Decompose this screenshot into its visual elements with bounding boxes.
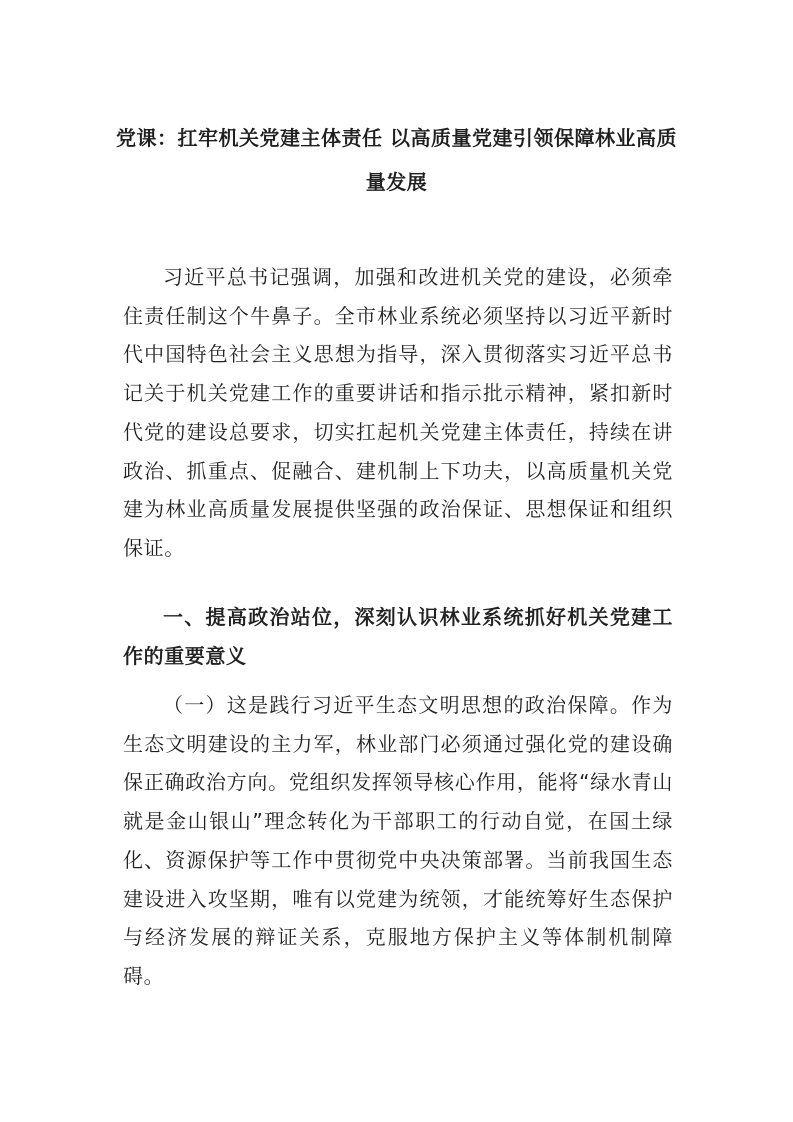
intro-paragraph: 习近平总书记强调，加强和改进机关党的建设，必须牵住责任制这个牛鼻子。全市林业系统必须坚持以习近平新时代中国特色社会主义思想为指导，深入贯彻落实习近平总书记关于机关党建工作的重要讲话和指示批示精神，紧扣新时代党的建设总要求，切实扛起机关党建主体责任，持续在讲政治、抓重点、促融合、建机制上下功夫，以高质量机关党建为林业高质量发展提供坚强的政治保证、思想保证和组织保证。 [123, 265, 673, 560]
document-title: 党课：扛牢机关党建主体责任 以高质量党建引领保障林业高质量发展 [116, 126, 677, 194]
subsection-paragraph-1: （一）这是践行习近平生态文明思想的政治保障。作为生态文明建设的主力军，林业部门必须通过强化党的建设确保正确政治方向。党组织发挥领导核心作用，能将“绿水青山就是金山银山”理念转化为干部职工的行动自觉，在国土绿化、资源保护等工作中贯彻党中央决策部署。当前我国生态建设进入攻坚期，唯有以党建为统领，才能统筹好生态保护与经济发展的辩证关系，克服地方保护主义等体制机制障碍。 [123, 693, 673, 988]
section-heading-1: 一、提高政治站位，深刻认识林业系统抓好机关党建工作的重要意义 [123, 605, 673, 668]
